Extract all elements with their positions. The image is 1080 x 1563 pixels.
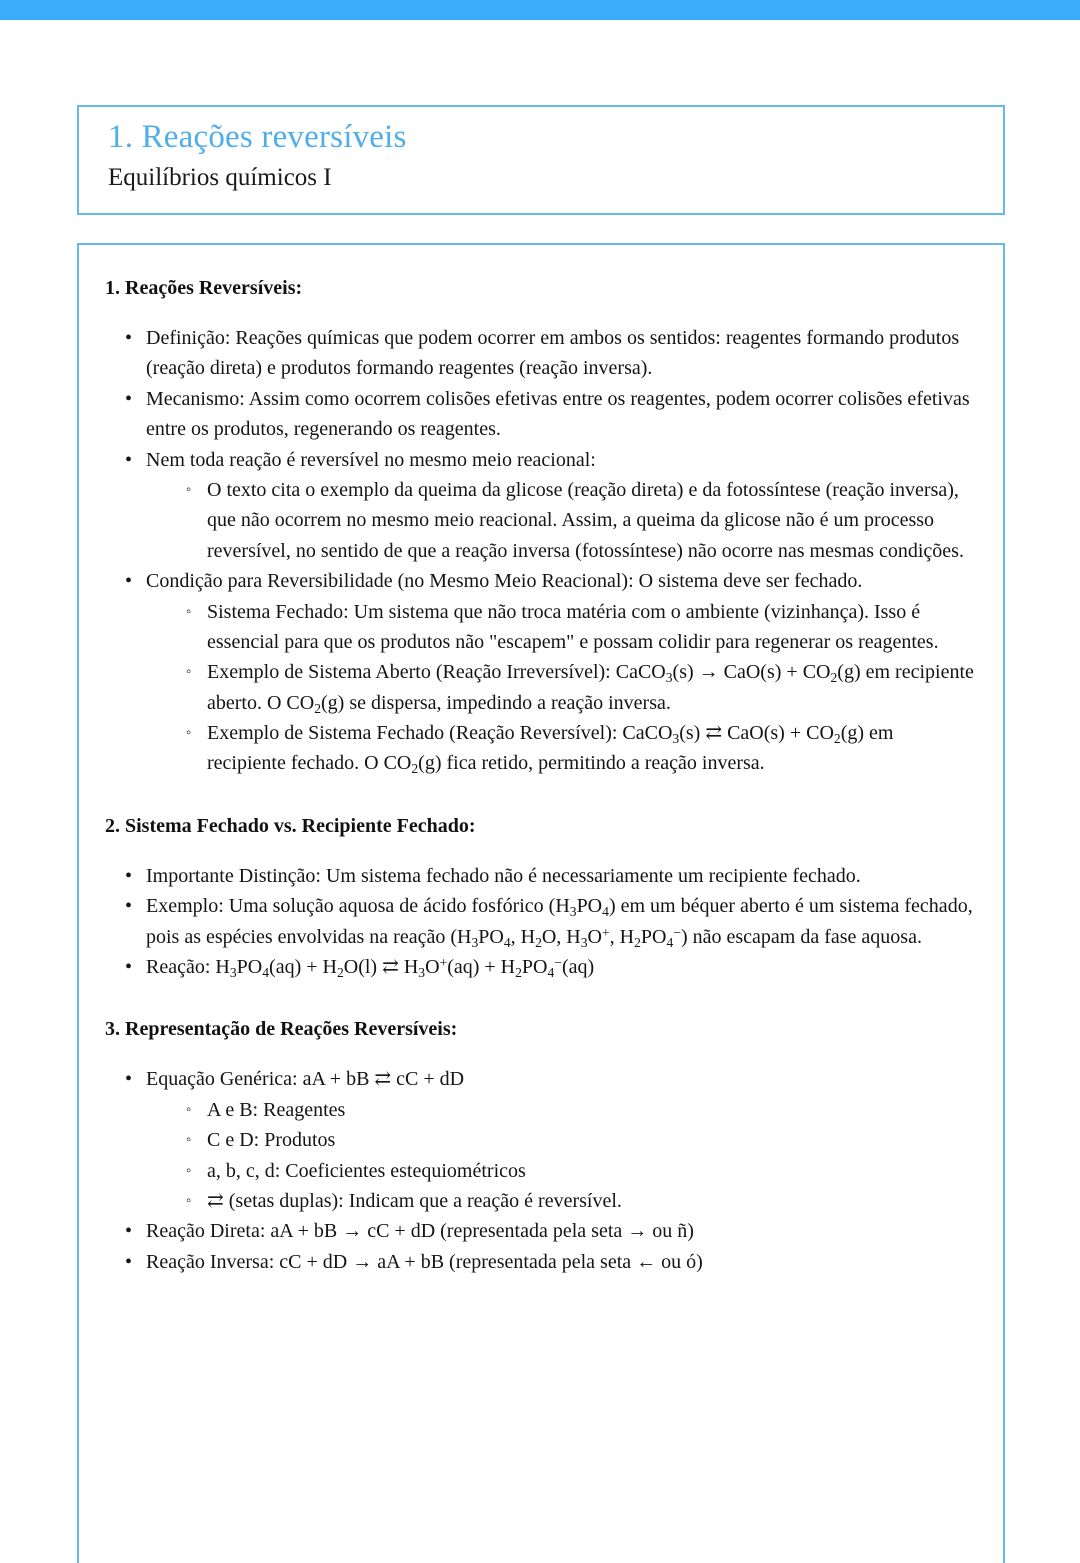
document-content-card	[77, 243, 1005, 1563]
sub-bullet-list	[166, 1095, 977, 1217]
sub-list-item-text: a, b, c, d: Coeficientes estequiométricos	[207, 1159, 526, 1182]
bullet-disc-icon: •	[125, 956, 133, 979]
list-item	[105, 891, 977, 952]
bullet-circle-icon: ◦	[186, 1162, 192, 1179]
sub-list-item	[166, 475, 977, 566]
list-item-text: Definição: Reações químicas que podem ocorrer em ambos os sentidos: reagentes formando produtos (reação direta) e produtos formando reagentes (reação inversa).	[146, 327, 960, 380]
list-item-text: Reação Inversa: cC + dD → aA + bB (representada pela seta ← ou ó)	[146, 1250, 703, 1273]
list-item	[105, 861, 977, 891]
bullet-disc-icon: •	[125, 448, 133, 471]
section-heading: 3. Representação de Reações Reversíveis:	[105, 1018, 458, 1041]
document-header-card	[77, 105, 1005, 215]
bullet-circle-icon: ◦	[186, 725, 192, 742]
list-item-text: Reação: $H_3PO_4(aq) + H_2O(l)$ ⇄ $H_3O^+(aq) + H_2PO_4^-(aq)$	[146, 954, 595, 980]
sub-list-item	[166, 657, 977, 718]
bullet-circle-icon: ◦	[186, 481, 192, 498]
bullet-disc-icon: •	[125, 570, 133, 593]
sub-list-item-text: Sistema Fechado: Um sistema que não troca matéria com o ambiente (vizinhança). Isso é essencial para que os produtos não "escapem" e possam colidir para regenerar os reagentes.	[207, 600, 939, 653]
sub-list-item	[166, 597, 977, 658]
sections-container	[105, 275, 977, 1277]
list-item	[105, 952, 977, 982]
list-item-text: Equação Genérica: aA + bB ⇄ cC + dD	[146, 1068, 465, 1091]
section	[105, 275, 977, 779]
list-item	[105, 445, 977, 567]
list-item	[105, 1216, 977, 1246]
bullet-list	[105, 861, 977, 983]
bullet-circle-icon: ◦	[186, 664, 192, 681]
list-item	[105, 566, 977, 779]
sub-bullet-list	[166, 475, 977, 566]
bullet-list	[105, 323, 977, 779]
sub-bullet-list	[166, 597, 977, 779]
bullet-list	[105, 1064, 977, 1277]
list-item	[105, 1247, 977, 1277]
list-item-text: Nem toda reação é reversível no mesmo meio reacional:	[146, 448, 596, 471]
bullet-disc-icon: •	[125, 1220, 133, 1243]
sub-list-item	[166, 1156, 977, 1186]
list-item-text: Importante Distinção: Um sistema fechado não é necessariamente um recipiente fechado.	[146, 864, 861, 887]
sub-list-item-text: O texto cita o exemplo da queima da glicose (reação direta) e da fotossíntese (reação inversa), que não ocorrem no mesmo meio reacional. Assim, a queima da glicose não é um processo reversível, no sentido de que a reação inversa (fotossíntese) não ocorre nas mesmas condições.	[207, 478, 964, 562]
sub-list-item-text: Exemplo de Sistema Fechado (Reação Reversível): CaCO$_3$(s) ⇄ $CaO(s) + CO_2(g)$ em recipiente fechado. O $CO_2(g)$ fica retido, permitindo a reação inversa.	[207, 722, 894, 777]
list-item-text: Exemplo: Uma solução aquosa de ácido fosfórico $(H_3PO_4)$ em um béquer aberto é um sistema fechado, pois as espécies envolvidas na reação ($H_3PO_4$, $H_2O$, $H_3O^+$, $H_2PO_4^-$) não escapam da fase aquosa.	[146, 895, 973, 950]
bullet-circle-icon: ◦	[186, 603, 192, 620]
sub-list-item	[166, 1186, 977, 1216]
sub-list-item	[166, 1125, 977, 1155]
bullet-disc-icon: •	[125, 895, 133, 918]
sub-list-item-text: C e D: Produtos	[207, 1129, 336, 1152]
page-subtitle: Equilíbrios químicos I	[108, 164, 332, 191]
section-heading: 1. Reações Reversíveis:	[105, 277, 303, 299]
sub-list-item-text: A e B: Reagentes	[207, 1098, 346, 1121]
list-item-text: Mecanismo: Assim como ocorrem colisões efetivas entre os reagentes, podem ocorrer colisões efetivas entre os produtos, regenerando os reagentes.	[146, 387, 970, 441]
bullet-disc-icon: •	[125, 1068, 133, 1091]
list-item-text: Condição para Reversibilidade (no Mesmo Meio Reacional): O sistema deve ser fechado.	[146, 570, 863, 593]
bullet-disc-icon: •	[125, 327, 133, 349]
section-heading: 2. Sistema Fechado vs. Recipiente Fechado:	[105, 814, 476, 837]
sub-list-item	[166, 1095, 977, 1125]
bullet-disc-icon: •	[125, 387, 133, 410]
list-item	[105, 384, 977, 445]
page-title: 1. Reações reversíveis	[108, 119, 407, 155]
list-item	[105, 323, 977, 384]
top-accent-bar	[0, 0, 1080, 20]
sub-list-item-text: Exemplo de Sistema Aberto (Reação Irreversível): CaCO$_3$(s) → $CaO(s) + CO_2(g)$ em recipiente aberto. O $CO_2(g)$ se dispersa, impedindo a reação inversa.	[207, 661, 974, 716]
section	[105, 813, 977, 983]
section	[105, 1016, 977, 1277]
list-item	[105, 1064, 977, 1216]
bullet-disc-icon: •	[125, 864, 133, 887]
list-item-text: Reação Direta: aA + bB → cC + dD (representada pela seta → ou ñ)	[146, 1220, 694, 1243]
sub-list-item	[166, 718, 977, 779]
bullet-circle-icon: ◦	[186, 1132, 192, 1149]
bullet-disc-icon: •	[125, 1250, 133, 1273]
bullet-circle-icon: ◦	[186, 1192, 192, 1209]
sub-list-item-text: ⇄ (setas duplas): Indicam que a reação é reversível.	[207, 1189, 622, 1212]
bullet-circle-icon: ◦	[186, 1101, 192, 1118]
